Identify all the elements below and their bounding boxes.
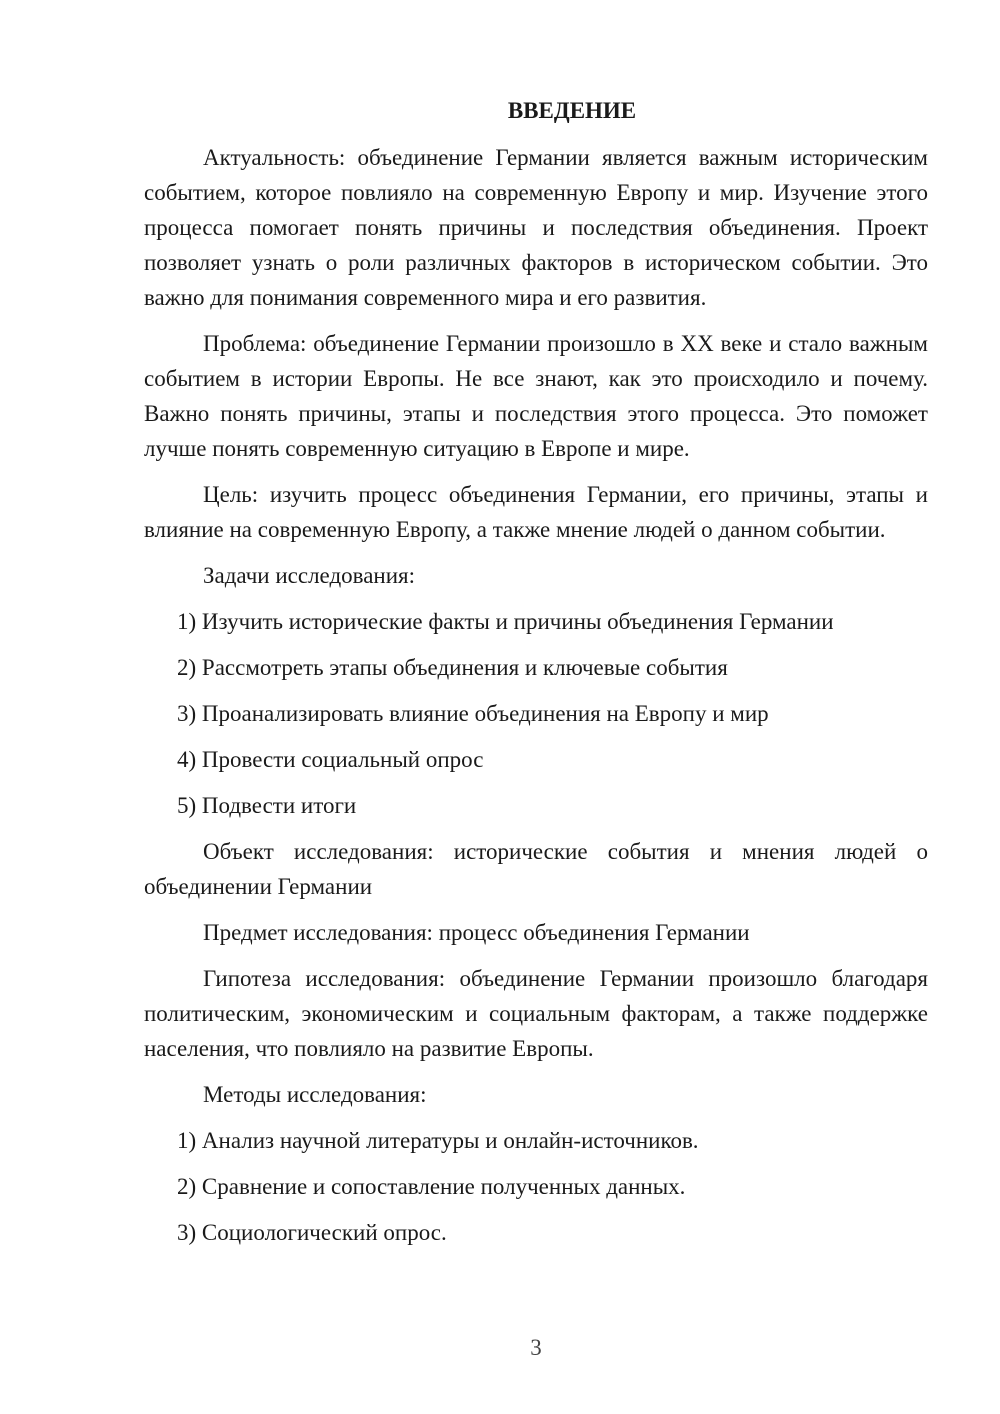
paragraph-goal: Цель: изучить процесс объединения Германии, его причины, этапы и влияние на современную Европу, а также мнение людей о данном событии. <box>144 482 928 542</box>
paragraph-hypothesis: Гипотеза исследования: объединение Германии произошло благодаря политическим, экономическим и социальным факторам, а также поддержке населения, что повлияло на развитие Европы. <box>144 966 928 1061</box>
list-item: 3) Социологический опрос. <box>177 1220 447 1245</box>
list-item: 4) Провести социальный опрос <box>177 747 484 772</box>
list-item: 5) Подвести итоги <box>177 793 357 818</box>
section-heading: ВВЕДЕНИЕ <box>507 98 637 123</box>
paragraph-subject: Предмет исследования: процесс объединения Германии <box>203 920 750 945</box>
page-number: 3 <box>530 1335 542 1360</box>
paragraph-relevance: Актуальность: объединение Германии является важным историческим событием, которое повлияло на современную Европу и мир. Изучение этого процесса помогает понять причины и последствия объединения. Проект позволяет узнать о роли различных факторов в историческом событии. Это важно для понимания современного мира и его развития. <box>144 145 928 310</box>
methods-title: Методы исследования: <box>203 1082 427 1107</box>
tasks-list <box>144 604 928 823</box>
tasks-title: Задачи исследования: <box>203 563 416 588</box>
list-item: 1) Изучить исторические факты и причины объединения Германии <box>177 609 834 634</box>
list-item: 2) Сравнение и сопоставление полученных данных. <box>177 1174 686 1199</box>
list-item: 2) Рассмотреть этапы объединения и ключевые события <box>177 655 728 680</box>
paragraph-object: Объект исследования: исторические события и мнения людей о объединении Германии <box>144 839 928 899</box>
paragraph-problem: Проблема: объединение Германии произошло в XX веке и стало важным событием в истории Европы. Не все знают, как это происходило и почему. Важно понять причины, этапы и последствия этого процесса. Это поможет лучше понять современную ситуацию в Европе и мире. <box>144 331 928 461</box>
list-item: 1) Анализ научной литературы и онлайн-источников. <box>177 1128 699 1153</box>
list-item: 3) Проанализировать влияние объединения на Европу и мир <box>177 701 769 726</box>
document-page <box>144 94 928 1261</box>
methods-list <box>144 1123 928 1250</box>
